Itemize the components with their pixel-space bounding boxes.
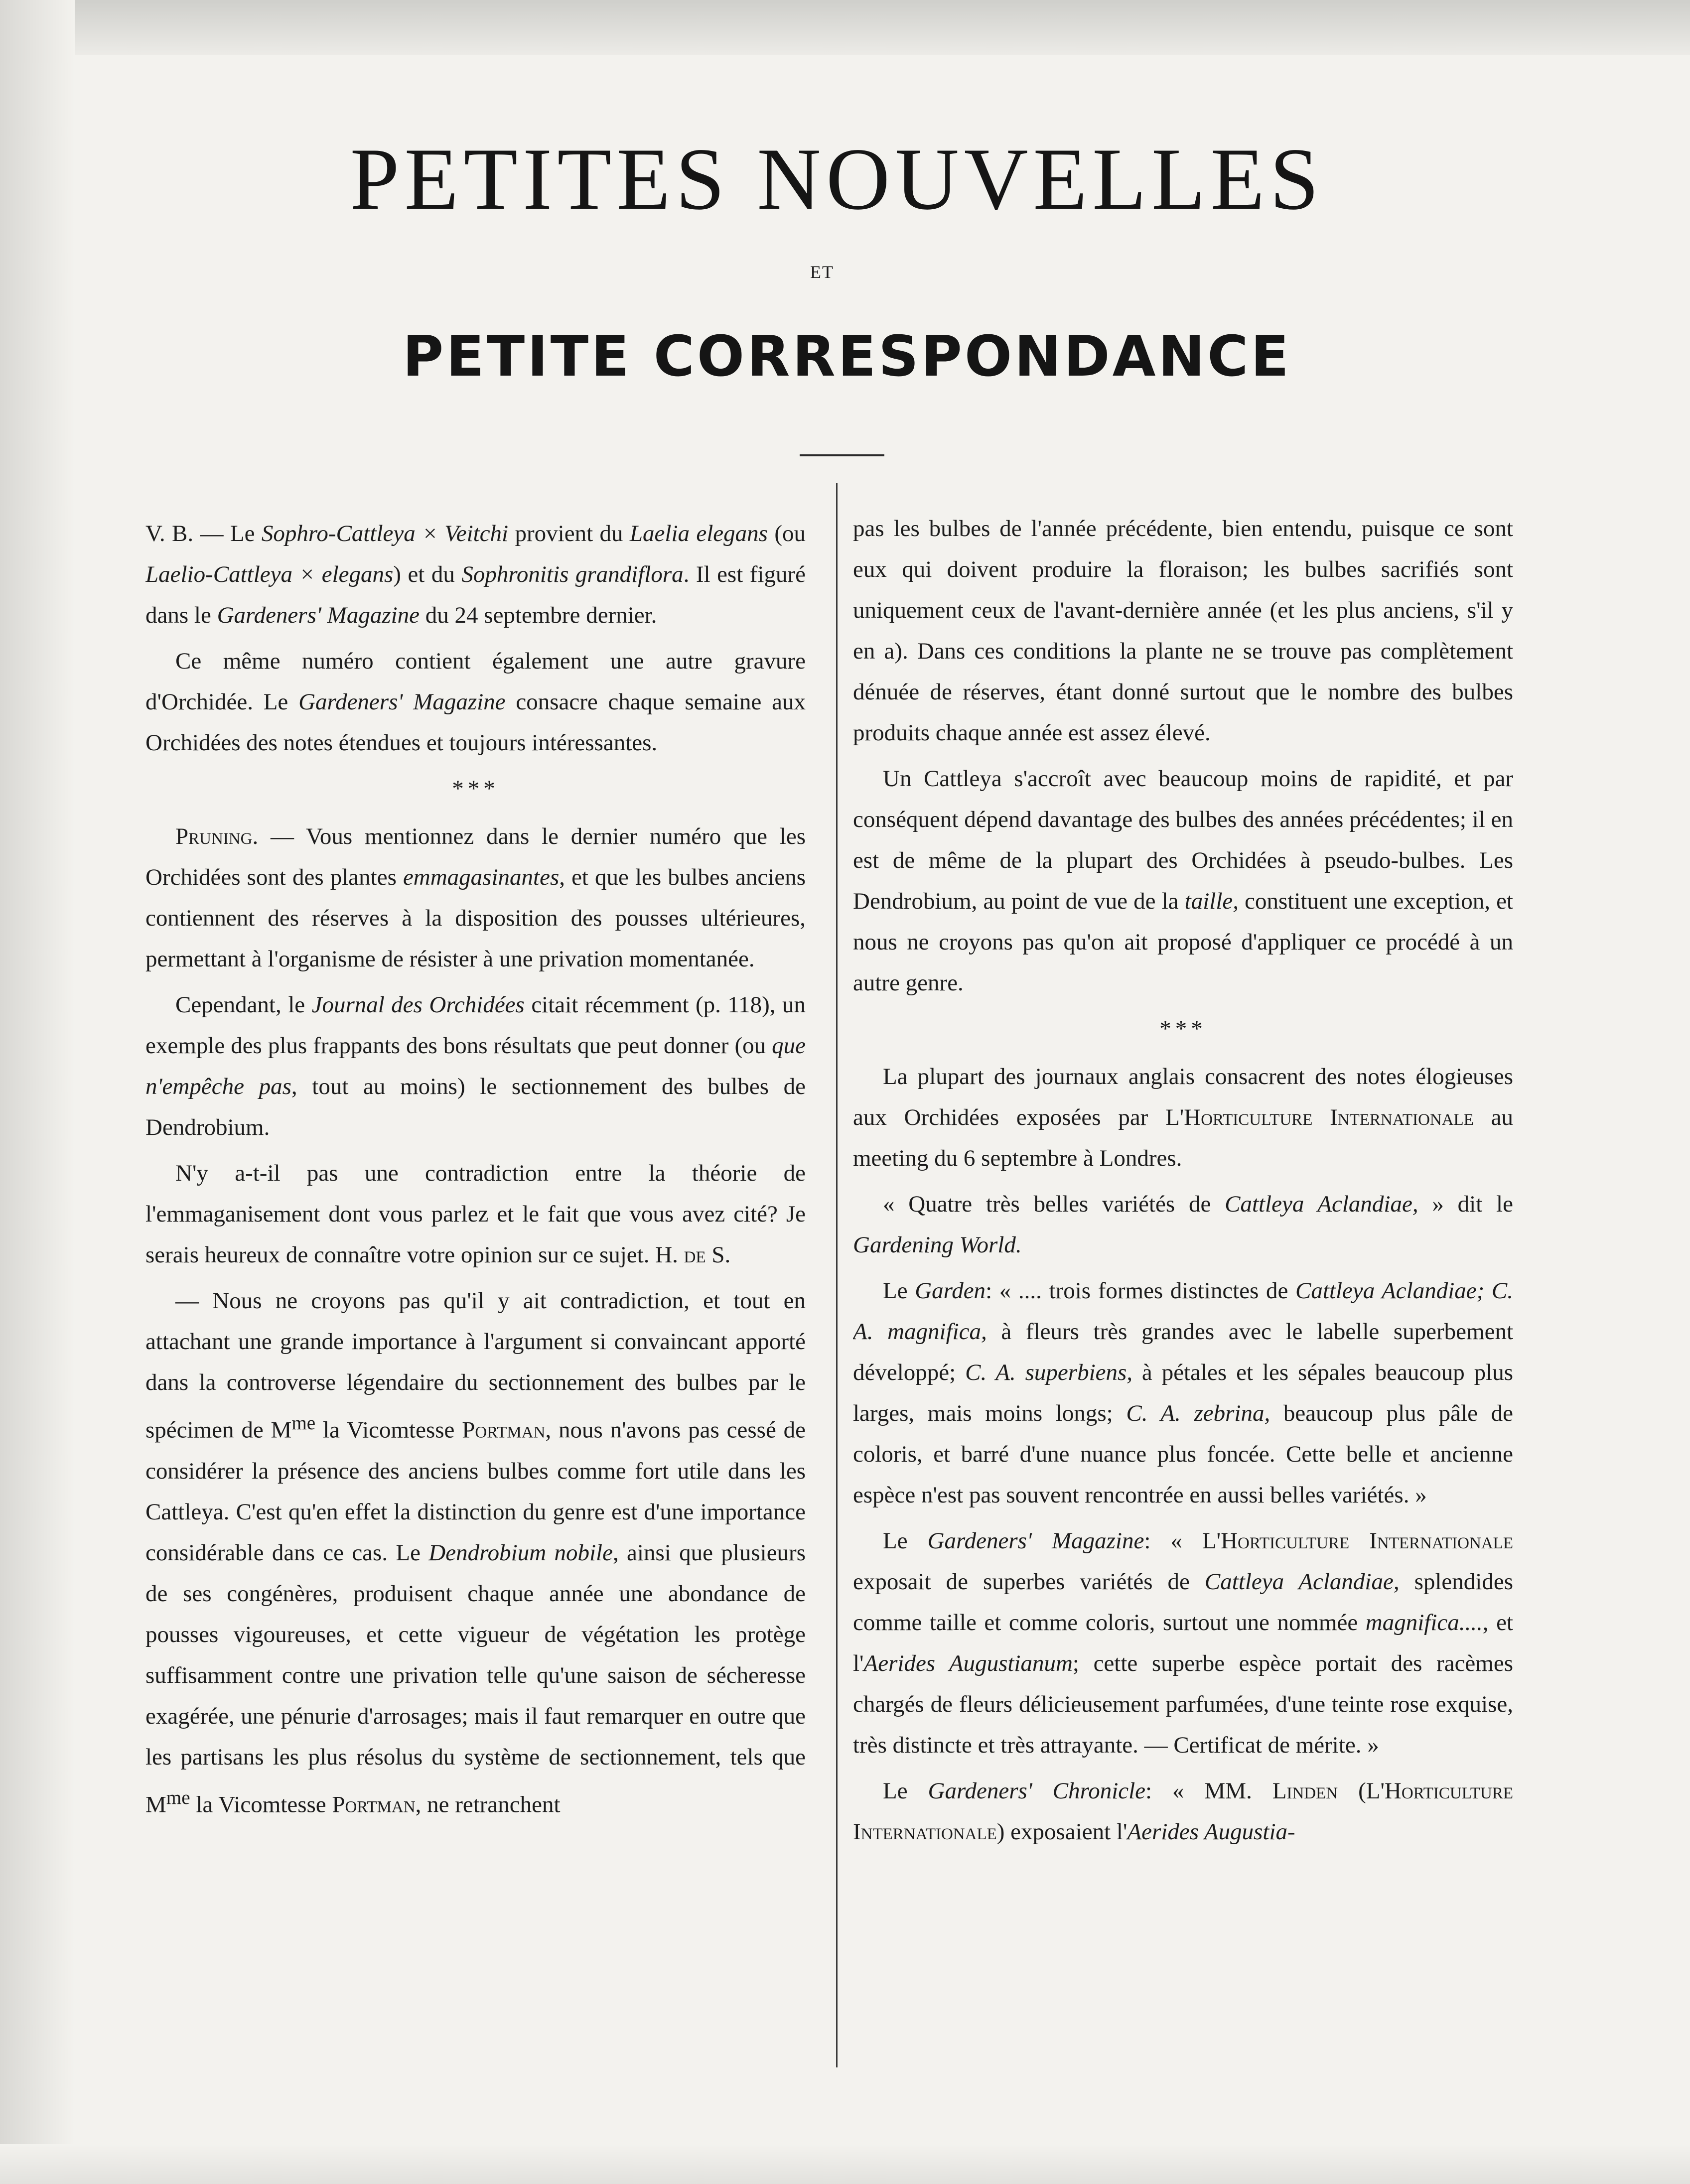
person-name: Portman [332,1791,416,1818]
plant-name: Dendrobium nobile [428,1539,613,1566]
text-run: ) exposaient l' [996,1819,1127,1845]
company-name: L'Horticulture Internationale [1202,1528,1513,1554]
text-run: Le [883,1278,915,1304]
plant-name: Laelia elegans [629,521,768,546]
text-run: Un Cattleya s'accroît avec beaucoup moins de rapidité, et par conséquent dépend davantage des bulbes des années précédentes; il en est de même de la plupart des Orchidées à pseudo-bulbes. Les Dendrobium, au point de vue de la [853,766,1513,914]
paragraph-contradiction [145,1153,806,1275]
section-separator: *** [452,776,499,802]
publication-name: Journal des Orchidées [311,992,525,1018]
paragraph-reply [145,1280,806,1825]
text-run: citait récemment (p. 118), un exemple des plus frappants des bons résultats que peut donner (ou [145,992,806,1059]
left-column [145,513,806,2082]
scan-edge-top [0,0,1690,55]
text-run: , ainsi que plusieurs de ses congénères, produisent chaque année une abondance de pousses vigoureuses, et cette vigueur de végétation les protège suffisamment contre une privation telle qu'une saison de sécheresse exagérée, une pénurie d'arrosages; mais il faut remarquer en outre que les partisans les plus résolus du système de sectionnement, tels que M [145,1539,806,1818]
publication-name: Gardeners' Chronicle [928,1778,1146,1804]
text-run: S. [705,1242,731,1268]
text-run: , tout au moins) le sectionnement des bulbes de Dendrobium. [145,1074,806,1140]
publication-name: Gardeners' Magazine [927,1528,1144,1554]
right-column [853,508,1513,2077]
text-run: la Vicomtesse [315,1417,462,1443]
plant-name: C. A. superbiens, [965,1360,1133,1385]
text-run: , nous n'avons pas cessé de considérer la présence des anciens bulbes comme fort utile dans les Cattleya. C'est qu'en effet la distinction du genre est d'une importance considérable dans ce cas. Le [145,1417,806,1566]
plant-name: C. A. zebrina, [1126,1400,1270,1426]
paragraph-journaux [853,1056,1513,1179]
plant-name: Aerides Augustianum [863,1650,1073,1676]
plant-name: Cattleya Aclandiae, [1225,1191,1418,1217]
text-run: V. B. — Le [145,521,262,546]
text-run: : « .... trois formes distinctes de [986,1278,1296,1304]
text-run: , et l' [853,1610,1513,1676]
text-run: du 24 septembre dernier. [420,602,657,628]
paragraph-garden [853,1270,1513,1515]
text-run: La plupart des journaux anglais consacrent des notes élogieuses aux Orchidées exposées par [853,1064,1513,1130]
publication-name: Gardeners' Magazine [298,689,506,715]
text-run: , ne retranchent [415,1791,561,1818]
text-run: — Nous ne croyons pas qu'il y ait contradiction, et tout en attachant une grande importance à l'argument si convaincant apporté dans la controverse légendaire du sectionnement des bulbes par le spécimen de M [145,1288,806,1443]
scan-edge-bottom [0,2144,1690,2184]
text-run: « Quatre très belles variétés de [883,1191,1225,1217]
company-name: L'Horticulture Internationale [853,1778,1513,1845]
publication-name: Garden [915,1278,986,1304]
title-conjunction: ET [810,262,834,282]
text-run: provient du [508,521,630,546]
text-run: » dit le [1418,1191,1513,1217]
plant-name: Cattleya Aclandiae; C. A. magnifica, [853,1278,1513,1345]
text-run: à pétales et les sépales beaucoup plus larges, mais moins longs; [853,1360,1513,1426]
plant-name: magnifica.... [1365,1610,1483,1636]
text-run: N'y a-t-il pas une contradiction entre la théorie de l'emmaganisement dont vous parlez et le fait que vous avez cité? Je serais heureux de connaître votre opinion sur ce sujet. H. [145,1160,806,1268]
paragraph-pruning [145,816,806,979]
text-run: . — Vous mentionnez dans le dernier numéro que les Orchidées sont des plantes [145,823,806,890]
paragraph-gardeners-magazine [853,1520,1513,1766]
text-run: (ou [767,521,806,546]
text-run: . Il est figuré dans le [145,561,806,628]
section-separator: *** [1159,1016,1207,1042]
text-run: : « [1144,1528,1202,1554]
text-run: Cependant, le [175,992,312,1018]
publication-name: Gardeners' Magazine [217,602,420,628]
text-run: Le [883,1528,928,1554]
text-run: beaucoup plus pâle de coloris, et barré d'une nuance plus foncée. Cette belle et ancienne espèce n'est pas souvent rencontrée en aussi belles variétés. » [853,1400,1513,1508]
text-run: au meeting du 6 septembre à Londres. [853,1104,1513,1171]
plant-name: Cattleya Aclandiae, [1204,1569,1400,1595]
paragraph-vb [145,513,806,636]
page-title: PETITES NOUVELLES [350,130,1324,228]
text-run: exposait de superbes variétés de [853,1569,1205,1595]
text-run: ) et du [393,561,462,587]
plant-name: Laelio-Cattleya × elegans [145,561,394,587]
emphasis: taille, [1184,888,1239,914]
paragraph-gardeners-chronicle [853,1771,1513,1852]
paragraph-gravure [145,641,806,763]
text-run: Ce même numéro contient également une autre gravure d'Orchidée. Le [145,648,806,715]
text-run: Le [883,1778,928,1804]
text-run: ( [1338,1778,1366,1804]
text-run: ; cette superbe espèce portait des racèmes chargés de fleurs délicieusement parfumées, d'une teinte rose exquise, très distincte et très attrayante. — Certificat de mérite. » [853,1650,1513,1758]
company-name: L'Horticulture Internationale [1165,1104,1474,1130]
text-run: à fleurs très grandes avec le labelle superbement développé; [853,1319,1513,1385]
text-run: : « MM. [1145,1778,1272,1804]
text-run: splendides comme taille et comme coloris, surtout une nommée [853,1569,1513,1636]
paragraph-cependant [145,984,806,1148]
correspondent-name: Pruning [175,823,253,849]
text-run: , et que les bulbes anciens contiennent des réserves à la disposition des pousses ultérieures, permettant à l'organisme de résister à une privation momentanée. [145,864,806,972]
text-run: constituent une exception, et nous ne croyons pas qu'on ait proposé d'appliquer ce procédé à un autre genre. [853,888,1513,996]
paragraph-cattleya [853,758,1513,1003]
scan-edge-left [0,0,75,2184]
text-run: de [684,1242,706,1268]
plant-name: Sophro-Cattleya × Veitchi [261,521,509,546]
paragraph-bulbes: pas les bulbes de l'année précédente, bien entendu, puisque ce sont eux qui doivent produire la floraison; les bulbes sacrifiés sont uniquement ceux de l'avant-dernière année (et les plus anciens, s'il y en a). Dans ces conditions la plante ne se trouve pas complètement dénuée de réserves, étant donné surtout que le nombre des bulbes produits chaque année est assez élevé. [853,516,1513,746]
emphasis: emmagasinantes [403,864,560,890]
person-name: Portman [462,1417,546,1443]
column-divider [836,483,838,2067]
superscript: me [291,1412,316,1434]
page-subtitle: PETITE CORRESPONDANCE [403,324,1291,389]
plant-name: Sophronitis grandiflora [461,561,684,587]
superscript: me [166,1786,190,1808]
publication-name: Gardening World. [853,1232,1022,1258]
paragraph-gardening-world [853,1184,1513,1265]
plant-name: Aerides Augustia- [1127,1819,1295,1845]
emphasis: que n'empêche pas [145,1033,806,1099]
person-name: Linden [1272,1778,1338,1804]
text-run: la Vicomtesse [190,1791,332,1818]
text-run: consacre chaque semaine aux Orchidées des notes étendues et toujours intéressantes. [145,689,806,756]
title-rule [800,454,884,456]
